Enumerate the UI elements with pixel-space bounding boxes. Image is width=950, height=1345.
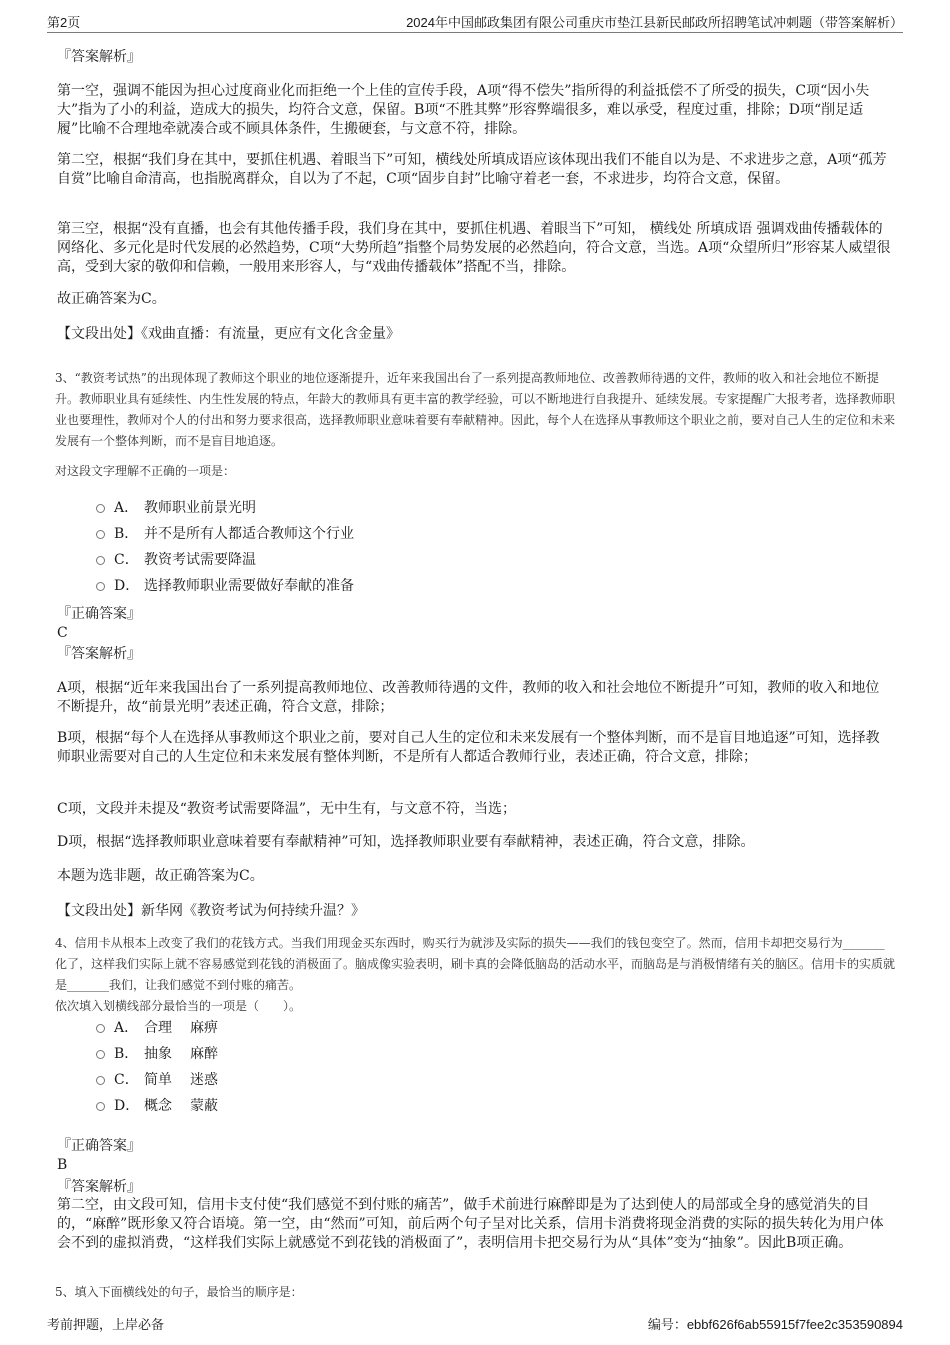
radio-icon[interactable] <box>96 1076 105 1085</box>
q3-stem: 3、“教资考试热”的出现体现了教师这个职业的地位逐渐提升，近年来我国出台了一系列提高教师地位、改善教师待遇的文件，教师的收入和社会地位不断提升。教师职业具有延续性、内生性发展的特点，年龄大的教师具有更丰富的教学经验，可以不断地进行自我提升、延续发展。专家提醒广大报考者，选择教师职业也要理性，教师对个人的付出和努力要求很高，选择教师职业意味着要有奉献精神。因此，每个人在选择从事教师这个职业之前，要对自己人生的定位和未来发展有一个整体判断，而不是盲目地追逐。 <box>55 371 896 448</box>
page-footer <box>47 1314 903 1336</box>
q3-analysis-d: D项，根据“选择教师职业意味着要有奉献精神”可知，选择教师职业要有奉献精神，表述正确，符合文意，排除。 <box>57 834 755 850</box>
q2-source: 【文段出处】《戏曲直播：有流量，更应有文化含金量》 <box>57 326 400 342</box>
q3-question: 对这段文字理解不正确的一项是： <box>55 464 236 478</box>
q3-option-c[interactable]: C． 教资考试需要降温 <box>96 551 256 569</box>
q4-analysis-label: 『答案解析』 <box>57 1179 141 1195</box>
q3-analysis-c: C项，文段并未提及“教资考试需要降温”，无中生有，与文意不符，当选； <box>57 801 517 817</box>
q2-analysis-label: 『答案解析』 <box>57 49 141 65</box>
q4-analysis: 第二空，由文段可知，信用卡支付使“我们感觉不到付账的痛苦”，做手术前进行麻醉即是为了达到使人的局部或全身的感觉消失的目的，“麻醉”既形象又符合语境。第一空，由“然而”可知，前后两个句子呈对比关系，信用卡消费将现金消费的实际的损失转化为用户体会不到的虚拟消费，“这样我们实际上就感觉不到花钱的消极面了”，表明信用卡把交易行为从“具体”变为“抽象”。因此B项正确。 <box>57 1197 884 1251</box>
q2-analysis-para3: 第三空，根据“没有直播，也会有其他传播手段，我们身在其中，要抓住机遇、着眼当下”可知， 横线处 所填成语 强调戏曲传播载体的网络化、多元化是时代发展的必然趋势，C项“大势所趋”指整个局势发展的必然趋向，符合文意，当选。A项“众望所归”形容某人威望很高，受到大家的敬仰和信赖，一般用来形容人，与“戏曲传播载体”搭配不当，排除。 <box>57 221 891 275</box>
radio-icon[interactable] <box>96 530 105 539</box>
q3-conclusion: 本题为选非题，故正确答案为C。 <box>57 868 264 884</box>
q3-option-a[interactable]: A． 教师职业前景光明 <box>96 499 256 517</box>
q4-question: 依次填入划横线部分最恰当的一项是（ ）。 <box>55 999 302 1013</box>
q3-analysis-b: B项，根据“每个人在选择从事教师这个职业之前，要对自己人生的定位和未来发展有一个整体判断，而不是盲目地追逐”可知，选择教师职业需要对自己的人生定位和未来发展有整体判断，不是所有人都适合教师行业，表述正确，符合文意，排除； <box>57 730 880 765</box>
document-title: 2024年中国邮政集团有限公司重庆市垫江县新民邮政所招聘笔试冲刺题（带答案解析） <box>406 15 903 30</box>
q4-correct-answer: B <box>57 1157 68 1173</box>
q3-analysis-label: 『答案解析』 <box>57 646 141 662</box>
q5-stem: 5、填入下面横线处的句子，最恰当的顺序是： <box>55 1285 303 1299</box>
page-header <box>47 10 903 33</box>
radio-icon[interactable] <box>96 1024 105 1033</box>
page-number: 第2页 <box>47 15 81 30</box>
footer-slogan: 考前押题，上岸必备 <box>47 1317 165 1332</box>
radio-icon[interactable] <box>96 504 105 513</box>
q2-analysis-para2: 第二空，根据“我们身在其中，要抓住机遇、着眼当下”可知，横线处所填成语应该体现出我们不能自以为是、不求进步之意，A项“孤芳自赏”比喻自命清高，也指脱离群众，自以为了不起，C项“固步自封”比喻守着老一套，不求进步，均符合文意，保留。 <box>57 152 887 187</box>
radio-icon[interactable] <box>96 1050 105 1059</box>
q3-analysis-a: A项，根据“近年来我国出台了一系列提高教师地位、改善教师待遇的文件，教师的收入和社会地位不断提升”可知，教师的收入和地位不断提升，故“前景光明”表述正确，符合文意，排除； <box>57 680 880 715</box>
q4-correct-label: 『正确答案』 <box>57 1138 141 1154</box>
q3-correct-label: 『正确答案』 <box>57 606 141 622</box>
radio-icon[interactable] <box>96 1102 105 1111</box>
q4-option-c[interactable]: C． 简单 迷惑 <box>96 1071 218 1089</box>
q2-analysis-para1: 第一空，强调不能因为担心过度商业化而拒绝一个上佳的宣传手段，A项“得不偿失”指所得的利益抵偿不了所受的损失，C项“因小失大”指为了小的利益，造成大的损失，均符合文意，保留。B项“不胜其弊”形容弊端很多，难以承受，程度过重，排除；D项“削足适履”比喻不合理地牵就凑合或不顾具体条件，生搬硬套，与文意不符，排除。 <box>57 83 870 137</box>
q3-option-b[interactable]: B． 并不是所有人都适合教师这个行业 <box>96 525 354 543</box>
q3-option-d[interactable]: D． 选择教师职业需要做好奉献的准备 <box>96 577 354 595</box>
radio-icon[interactable] <box>96 556 105 565</box>
q4-option-b[interactable]: B． 抽象 麻醉 <box>96 1045 218 1063</box>
q3-correct-answer: C <box>57 625 68 641</box>
q4-option-a[interactable]: A． 合理 麻痹 <box>96 1019 218 1037</box>
document-id: 编号：ebbf626f6ab55915f7fee2c353590894 <box>647 1317 903 1332</box>
q4-option-d[interactable]: D． 概念 蒙蔽 <box>96 1097 218 1115</box>
q2-conclusion: 故正确答案为C。 <box>57 291 166 307</box>
radio-icon[interactable] <box>96 582 105 591</box>
q4-stem: 4、信用卡从根本上改变了我们的花钱方式。当我们用现金买东西时，购买行为就涉及实际的损失——我们的钱包变空了。然而，信用卡却把交易行为_______化了，这样我们实际上就不容易感觉到花钱的消极面了。脑成像实验表明，刷卡真的会降低脑岛的活动水平，而脑岛是与消极情绪有关的脑区。信用卡的实质就是_______我们，让我们感觉不到付账的痛苦。 <box>55 936 896 992</box>
q3-source: 【文段出处】新华网《教资考试为何持续升温？》 <box>57 903 365 919</box>
